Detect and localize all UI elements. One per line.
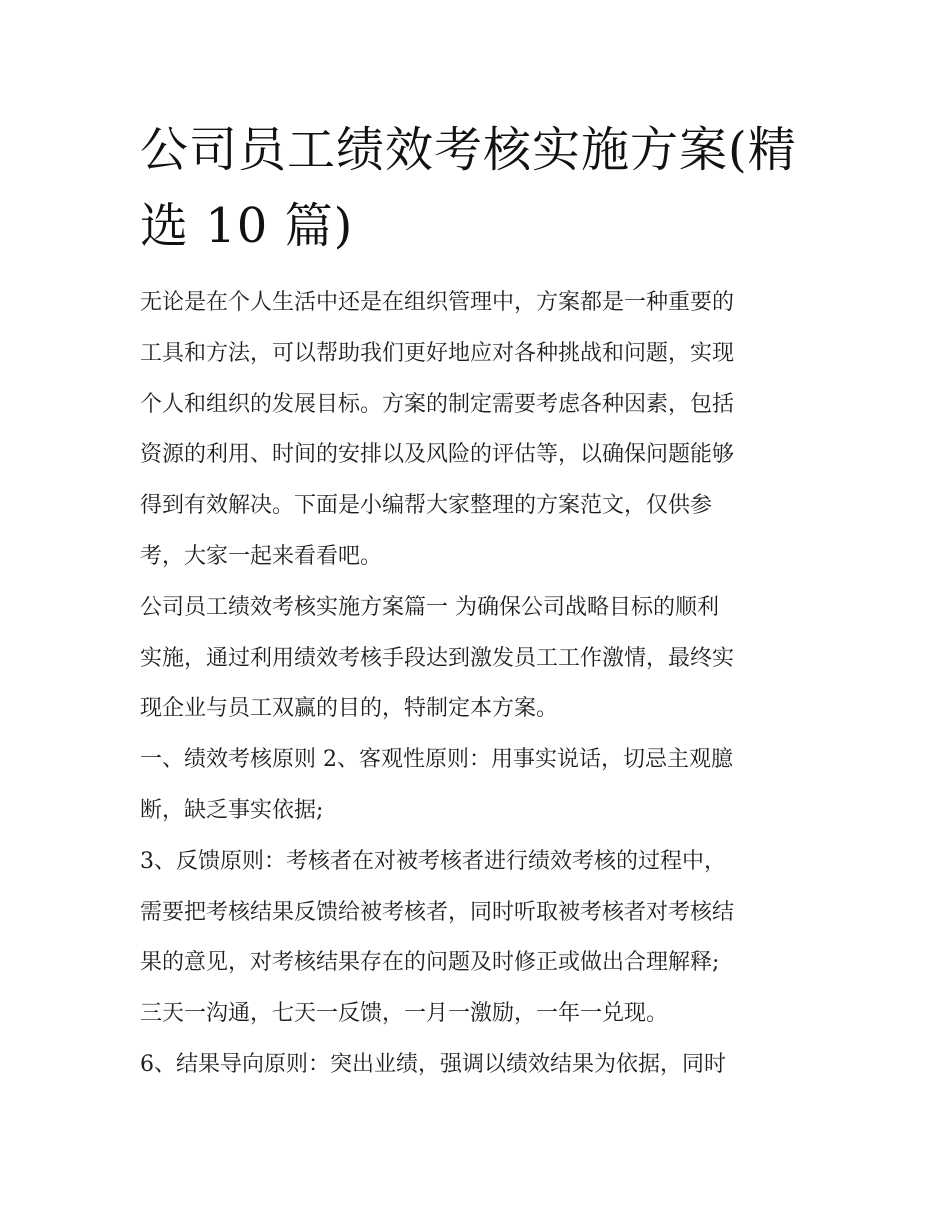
body-line: 得到有效解决。下面是小编帮大家整理的方案范文，仅供参 bbox=[140, 493, 713, 519]
document-title bbox=[140, 112, 820, 264]
body-line: 实施，通过利用绩效考核手段达到激发员工工作激情，最终实 bbox=[140, 645, 735, 671]
body-line: 资源的利用、时间的安排以及风险的评估等，以确保问题能够 bbox=[140, 442, 735, 468]
body-line: 一、绩效考核原则 2、客观性原则：用事实说话，切忌主观臆 bbox=[140, 747, 733, 773]
body-line: 工具和方法，可以帮助我们更好地应对各种挑战和问题，实现 bbox=[140, 340, 735, 366]
body-line: 6、结果导向原则：突出业绩，强调以绩效结果为依据，同时 bbox=[140, 1051, 726, 1077]
body-line: 无论是在个人生活中还是在组织管理中，方案都是一种重要的 bbox=[140, 290, 735, 315]
body-line: 考，大家一起来看看吧。 bbox=[140, 543, 383, 569]
body-line: 3、反馈原则：考核者在对被考核者进行绩效考核的过程中， bbox=[140, 848, 726, 874]
title-line: 选 10 篇) bbox=[140, 198, 354, 254]
body-line: 现企业与员工双赢的目的，特制定本方案。 bbox=[140, 696, 559, 722]
body-line: 需要把考核结果反馈给被考核者，同时听取被考核者对考核结 bbox=[140, 899, 735, 925]
body-line: 果的意见，对考核结果存在的问题及时修正或做出合理解释; bbox=[140, 950, 720, 976]
body-line: 个人和组织的发展目标。方案的制定需要考虑各种因素，包括 bbox=[140, 391, 735, 417]
body-line: 断，缺乏事实依据; bbox=[140, 797, 324, 823]
document-body bbox=[140, 278, 820, 1091]
title-line: 公司员工绩效考核实施方案(精 bbox=[140, 122, 797, 178]
body-line: 公司员工绩效考核实施方案篇一 为确保公司战略目标的顺利 bbox=[140, 594, 719, 620]
body-line: 三天一沟通，七天一反馈，一月一激励，一年一兑现。 bbox=[140, 1001, 669, 1027]
